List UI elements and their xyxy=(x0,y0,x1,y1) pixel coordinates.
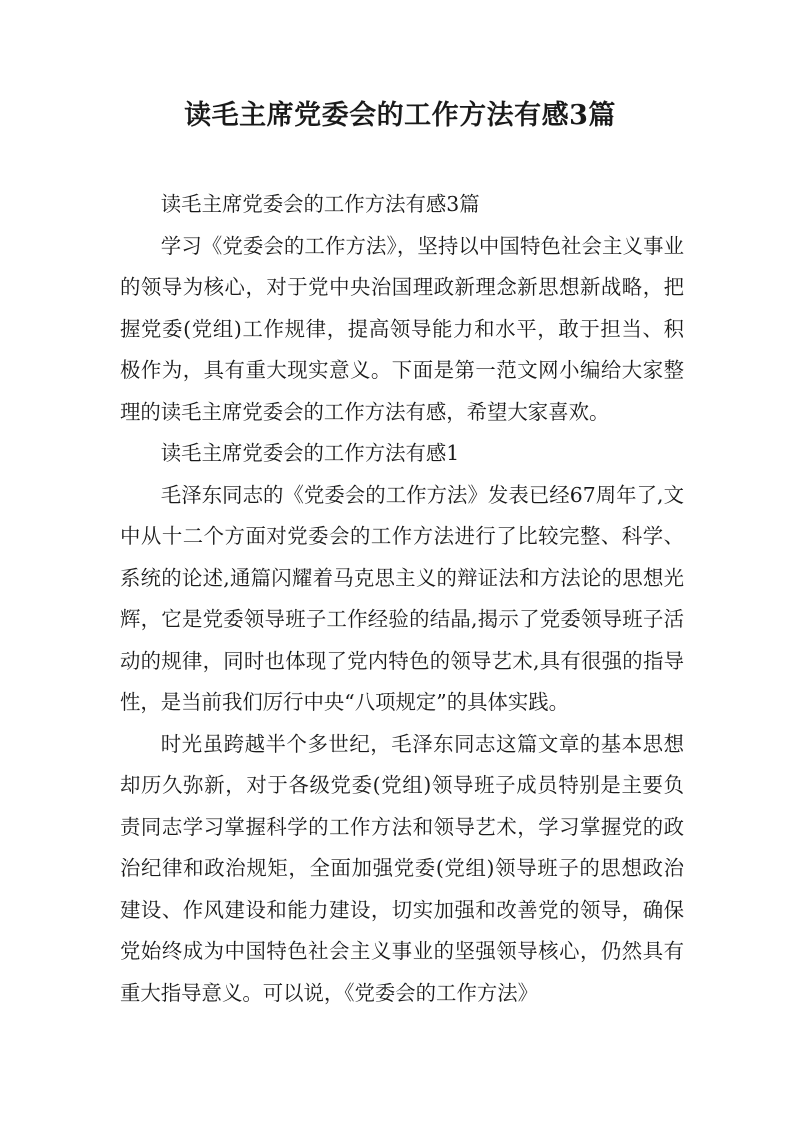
paragraph-subtitle: 读毛主席党委会的工作方法有感3篇 xyxy=(160,192,480,216)
paragraph-section-heading: 读毛主席党委会的工作方法有感1 xyxy=(160,441,460,465)
paragraph-body: 时光虽跨越半个多世纪，毛泽东同志这篇文章的基本思想却历久弥新，对于各级党委(党组)领导班子成员特别是主要负责同志学习掌握科学的工作方法和领导艺术，学习掌握党的政治纪律和政治规矩，全面加强党委(党组)领导班子的思想政治建设、作风建设和能力建设，切实加强和改善党的领导，确保党始终成为中国特色社会主义事业的坚强领导核心，仍然具有重大指导意义。可以说，《党委会的工作方法》 xyxy=(120,731,684,1005)
document-body xyxy=(120,184,684,1014)
document-title: 读毛主席党委会的工作方法有感3篇 xyxy=(184,100,616,131)
paragraph-body: 毛泽东同志的《党委会的工作方法》发表已经67周年了,文中从十二个方面对党委会的工作方法进行了比较完整、科学、系统的论述,通篇闪耀着马克思主义的辩证法和方法论的思想光辉，它是党委领导班子工作经验的结晶,揭示了党委领导班子活动的规律，同时也体现了党内特色的领导艺术,具有很强的指导性，是当前我们厉行中央“八项规定”的具体实践。 xyxy=(120,482,684,714)
paragraph-intro: 学习《党委会的工作方法》，坚持以中国特色社会主义事业的领导为核心，对于党中央治国理政新理念新思想新战略，把握党委(党组)工作规律，提高领导能力和水平，敢于担当、积极作为，具有重大现实意义。下面是第一范文网小编给大家整理的读毛主席党委会的工作方法有感，希望大家喜欢。 xyxy=(120,233,684,424)
